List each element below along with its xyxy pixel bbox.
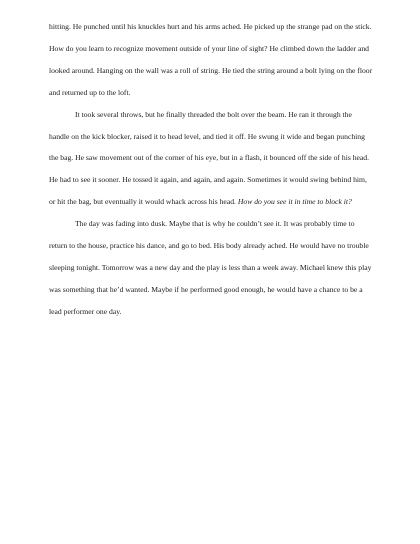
paragraph-2-text: It took several throws, but he finally threaded the bolt over the beam. He ran it through the handle on the kick blocker, raised it to head level, and tied it off. He swung it wide and began punching the bag. He saw movement out of the corner of his eye, but in a flash, it bounced off the side of his head. He had to see it sooner. He tossed it again, and again, and again. Sometimes it would swing behind him, or hit the bag, but eventually it would whack across his head. [49,109,370,207]
document-body [49,16,373,323]
paragraph-1-text: hitting. He punched until his knuckles hurt and his arms ached. He picked up the strange pad on the stick. How do you learn to recognize movement outside of your line of sight? He climbed down the ladder and looked around. Hanging on the wall was a roll of string. He tied the string around a bolt lying on the floor and returned up to the loft. [49,22,373,97]
paragraph-2-italic-question: How do you see it in time to block it? [237,197,352,207]
paragraph-1 [49,16,373,104]
paragraph-3-text: The day was fading into dusk. Maybe that is why he couldn’t see it. It was probably time to return to the house, practice his dance, and go to bed. His body already ached. He would have no trouble sleeping tonight. Tomorrow was a new day and the play is less than a week away. Michael knew this play was something that he’d wanted. Maybe if he performed good enough, he would have a chance to be a lead performer one day. [49,219,372,316]
paragraph-2 [49,104,373,214]
paragraph-3 [49,213,373,323]
